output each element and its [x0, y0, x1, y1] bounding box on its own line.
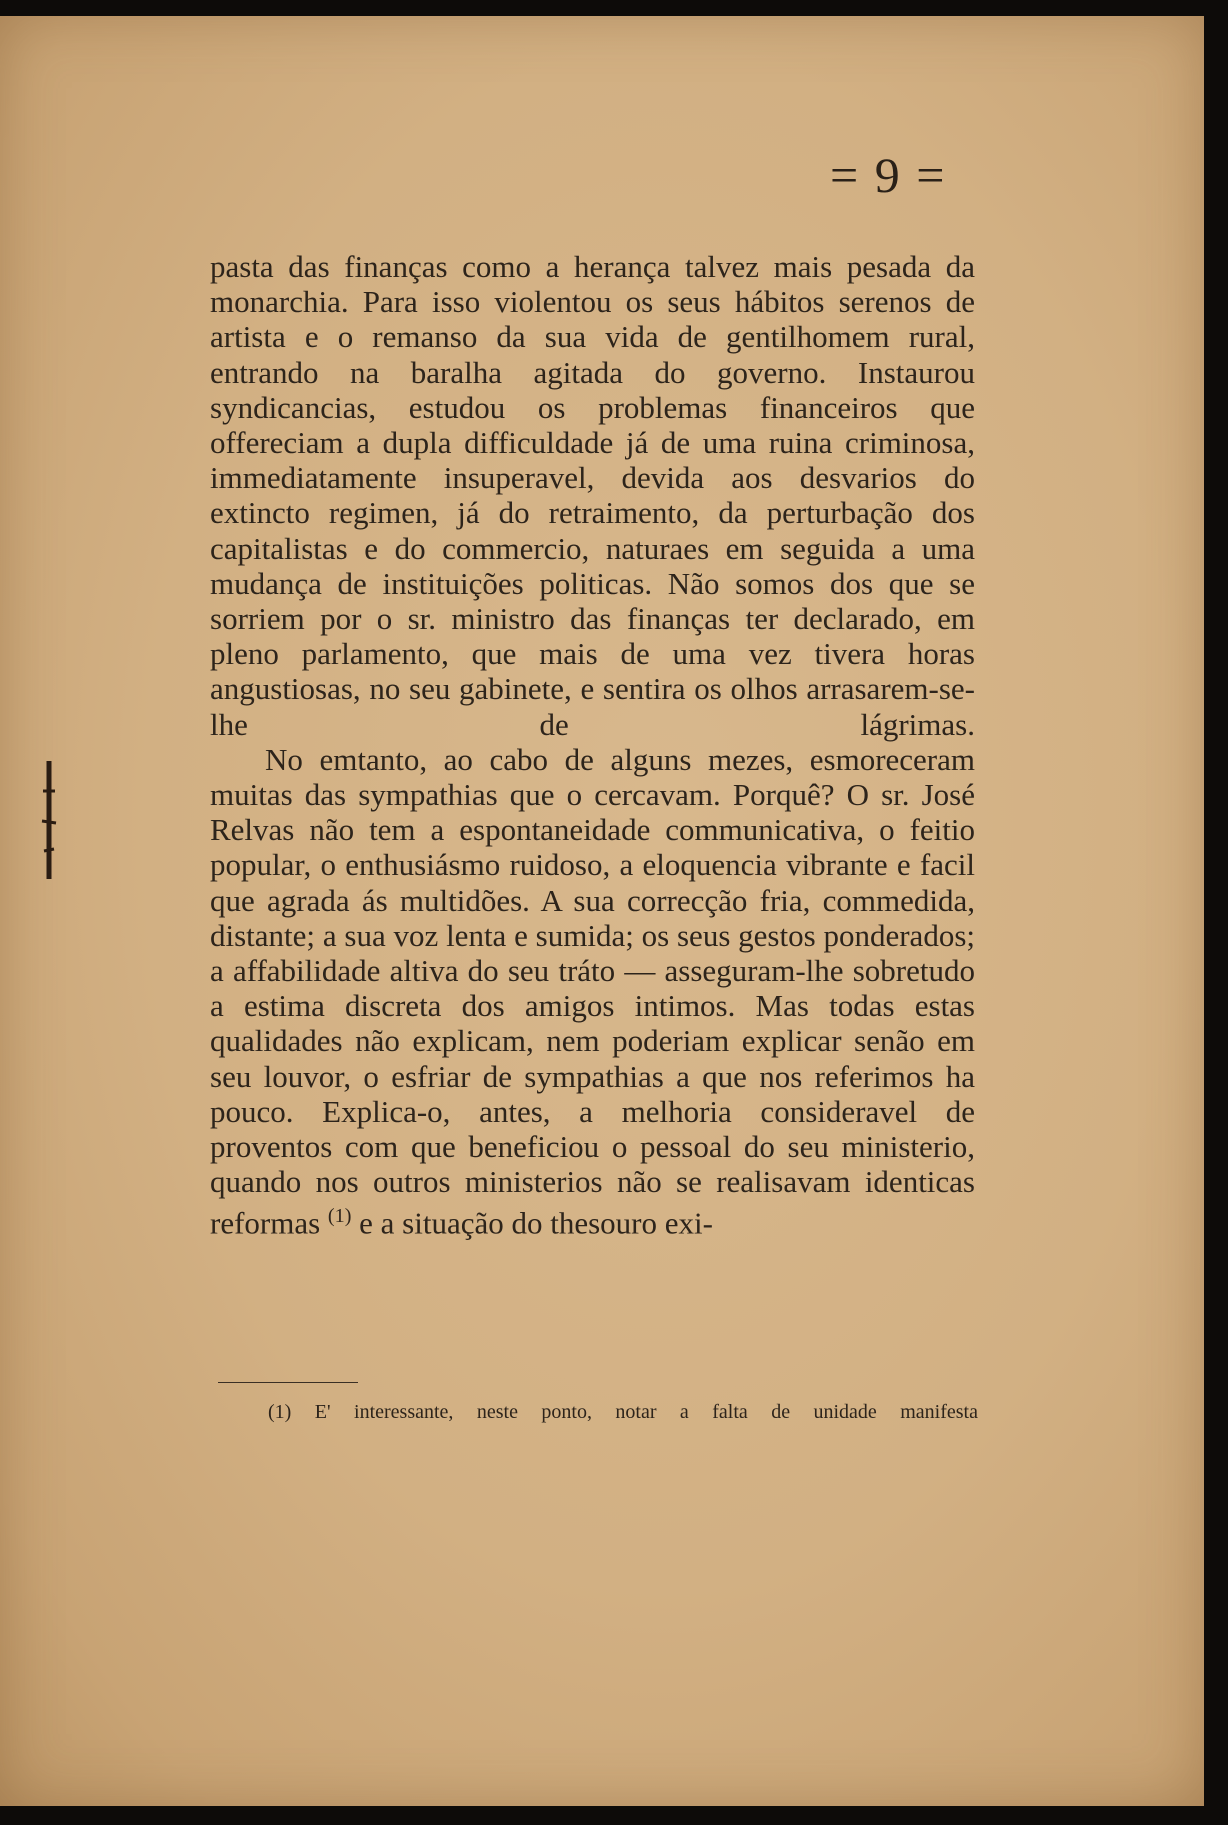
paragraph-1-text: pasta das finanças como a herança talvez mais pesada da monarchia. Para isso violentou os seus hábitos serenos de artista e o remanso da sua vida de gentilhomem rural, entrando na baralha agitada do governo. Instaurou syndicancias, estudou os problemas financeiros que offereciam a dupla difficuldade já de uma ruina criminosa, immediatamente insuperavel, devida aos desvarios do extincto regimen, já do retraimento, da perturbação dos capitalistas e do commercio, naturaes em seguida a uma mudança de instituições politicas. Não somos dos que se sorriem por o sr. ministro das finanças ter declarado, em pleno parlamento, que mais de uma vez tivera horas angustiosas, no seu gabinete, e sentira os olhos arrasarem-se-lhe de lágrimas. — [210, 249, 975, 742]
margin-ink-mark — [40, 761, 58, 881]
scanned-page — [0, 16, 1204, 1806]
body-text — [210, 249, 975, 1241]
footnote-reference: (1) — [327, 1205, 352, 1228]
footnote-text: E' interessante, neste ponto, notar a falta de unidade manifesta — [314, 1401, 978, 1423]
footnote — [268, 1401, 978, 1424]
paragraph-2 — [210, 742, 975, 1241]
footnote-marker: (1) — [268, 1401, 292, 1423]
footnote-rule — [218, 1382, 358, 1383]
paragraph-2-end: e a situação do thesouro exi- — [359, 1205, 713, 1241]
page-number: = 9 = — [830, 147, 947, 203]
paragraph-1 — [210, 249, 975, 742]
paragraph-2-text: No emtanto, ao cabo de alguns mezes, esmoreceram muitas das sympathias que o cercavam. Porquê? O sr. José Relvas não tem a espontaneidade communicativa, o feitio popular, o enthusiásmo ruidoso, a eloquencia vibrante e facil que agrada ás multidões. A sua correcção fria, commedida, distante; a sua voz lenta e sumida; os seus gestos ponderados; a affabilidade altiva do seu tráto — asseguram-lhe sobretudo a estima discreta dos amigos intimos. Mas todas estas qualidades não explicam, nem poderiam explicar senão em seu louvor, o esfriar de sympathias a que nos referimos ha pouco. Explica-o, antes, a melhoria consideravel de proventos com que beneficiou o pessoal do seu ministerio, quando nos outros ministerios não se realisavam identicas reformas — [210, 741, 975, 1241]
